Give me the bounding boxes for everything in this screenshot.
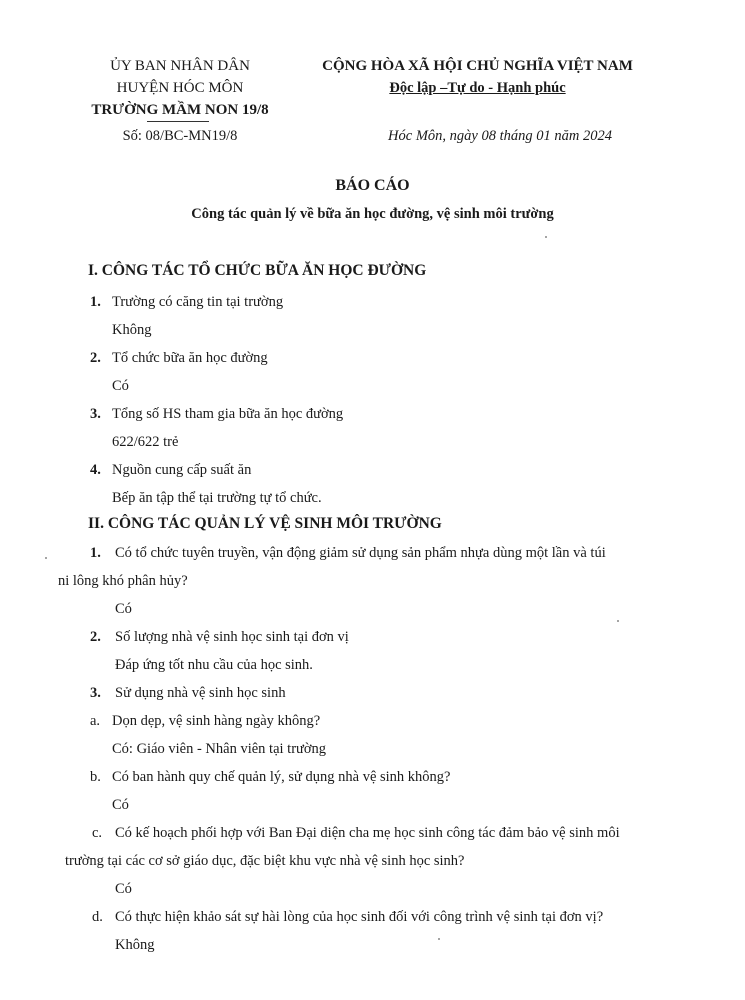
s1-item2-number: 2. [90,350,101,366]
s2-item1-answer: Có [115,601,132,617]
report-subtitle: Công tác quản lý về bữa ăn học đường, vệ sinh môi trường [191,206,554,222]
s2-item1-number: 1. [90,545,101,561]
agency-name: ỦY BAN NHÂN DÂN [110,58,250,74]
scan-speck [45,557,47,559]
report-title: BÁO CÁO [335,177,410,194]
document-date: Hóc Môn, ngày 08 tháng 01 năm 2024 [388,128,612,144]
s2-sub-a-letter: a. [90,713,101,729]
s1-item4-number: 4. [90,462,101,478]
s1-item1-answer: Không [112,322,152,338]
s2-sub-c-question-line2: trường tại các cơ sở giáo dục, đặc biệt khu vực nhà vệ sinh học sinh? [65,853,465,869]
scan-speck [617,620,619,622]
school-name-underline [147,121,209,122]
s2-item3-number: 3. [90,685,101,701]
s2-sub-d-question: Có thực hiện khảo sát sự hài lòng của học sinh đối với công trình vệ sinh tại đơn vị? [115,909,604,925]
section2-heading: II. CÔNG TÁC QUẢN LÝ VỆ SINH MÔI TRƯỜNG [88,515,442,532]
s1-item3-question: Tổng số HS tham gia bữa ăn học đường [112,406,344,422]
s2-sub-c-answer: Có [115,881,132,897]
s1-item3-answer: 622/622 trẻ [112,434,179,450]
s2-item2-question: Số lượng nhà vệ sinh học sinh tại đơn vị [115,629,349,645]
s1-item2-answer: Có [112,378,129,394]
s2-sub-b-question: Có ban hành quy chế quản lý, sử dụng nhà vệ sinh không? [112,769,451,785]
s1-item1-question: Trường có căng tin tại trường [112,294,284,310]
s2-sub-d-answer: Không [115,937,155,953]
s2-item2-number: 2. [90,629,101,645]
scan-speck [545,236,547,238]
s2-sub-d-letter: d. [92,909,103,925]
s2-sub-b-letter: b. [90,769,101,785]
scan-speck [438,938,440,940]
s1-item4-answer: Bếp ăn tập thể tại trường tự tổ chức. [112,490,322,506]
document-number: Số: 08/BC-MN19/8 [122,128,238,144]
s1-item4-question: Nguồn cung cấp suất ăn [112,462,252,478]
republic-title: CỘNG HÒA XÃ HỘI CHỦ NGHĨA VIỆT NAM [322,58,633,74]
s2-sub-b-answer: Có [112,797,129,813]
s1-item2-question: Tổ chức bữa ăn học đường [112,350,268,366]
s2-sub-c-question-line1: Có kế hoạch phối hợp với Ban Đại diện cha mẹ học sinh công tác đảm bảo vệ sinh môi [115,825,620,841]
section1-heading: I. CÔNG TÁC TỔ CHỨC BỮA ĂN HỌC ĐƯỜNG [88,262,427,279]
s2-item2-answer: Đáp ứng tốt nhu cầu của học sinh. [115,657,313,673]
s2-item1-question-line2: ni lông khó phân hủy? [58,573,188,589]
s1-item1-number: 1. [90,294,101,310]
s2-sub-c-letter: c. [92,825,103,841]
s2-item1-question-line1: Có tổ chức tuyên truyền, vận động giảm sử dụng sản phẩm nhựa dùng một lần và túi [115,545,606,561]
s2-item3-question: Sử dụng nhà vệ sinh học sinh [115,685,286,701]
s1-item3-number: 3. [90,406,101,422]
district-name: HUYỆN HÓC MÔN [116,80,244,96]
school-name: TRƯỜNG MẦM NON 19/8 [91,102,269,118]
motto: Độc lập –Tự do - Hạnh phúc [389,80,566,96]
s2-sub-a-question: Dọn dẹp, vệ sinh hàng ngày không? [112,713,321,729]
s2-sub-a-answer: Có: Giáo viên - Nhân viên tại trường [112,741,327,757]
